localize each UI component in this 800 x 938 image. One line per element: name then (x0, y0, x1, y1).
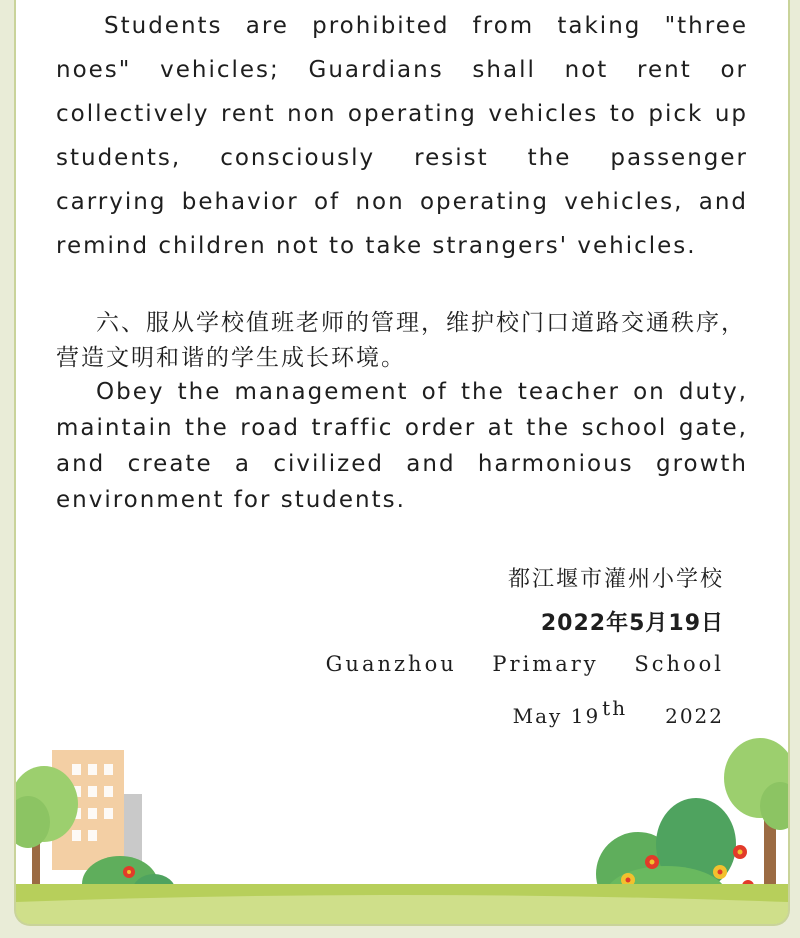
date-en-suffix: th (602, 696, 628, 720)
signature-date-chinese: 2022年5月19日 (540, 611, 724, 636)
document-page (14, 0, 790, 926)
paragraph-english-1: Students are prohibited from taking "three noes" vehicles; Guardians shall not rent or collectively rent non operating vehicles to pick up students, consciously resist the passenger carrying behavior of non operating vehicles, and remind children not to take strangers' vehicles. (56, 13, 748, 259)
signature-school-english: Guanzhou Primary School (325, 652, 724, 676)
tree-right (724, 738, 788, 884)
signature-date-english (512, 696, 724, 728)
ground (16, 884, 788, 924)
paragraph-english-2: Obey the management of the teacher on duty, maintain the road traffic order at the school gate, and create a civilized and harmonious growth environment for students. (56, 379, 748, 513)
date-en-year: 2022 (665, 704, 724, 728)
date-en-prefix: May 19 (512, 704, 601, 728)
decorative-landscape (16, 734, 788, 924)
paragraph-chinese-2: 六、服从学校值班老师的管理，维护校门口道路交通秩序， 营造文明和谐的学生成长环境。 (56, 310, 746, 371)
signature-school-chinese: 都江堰市灌州小学校 (507, 567, 724, 592)
